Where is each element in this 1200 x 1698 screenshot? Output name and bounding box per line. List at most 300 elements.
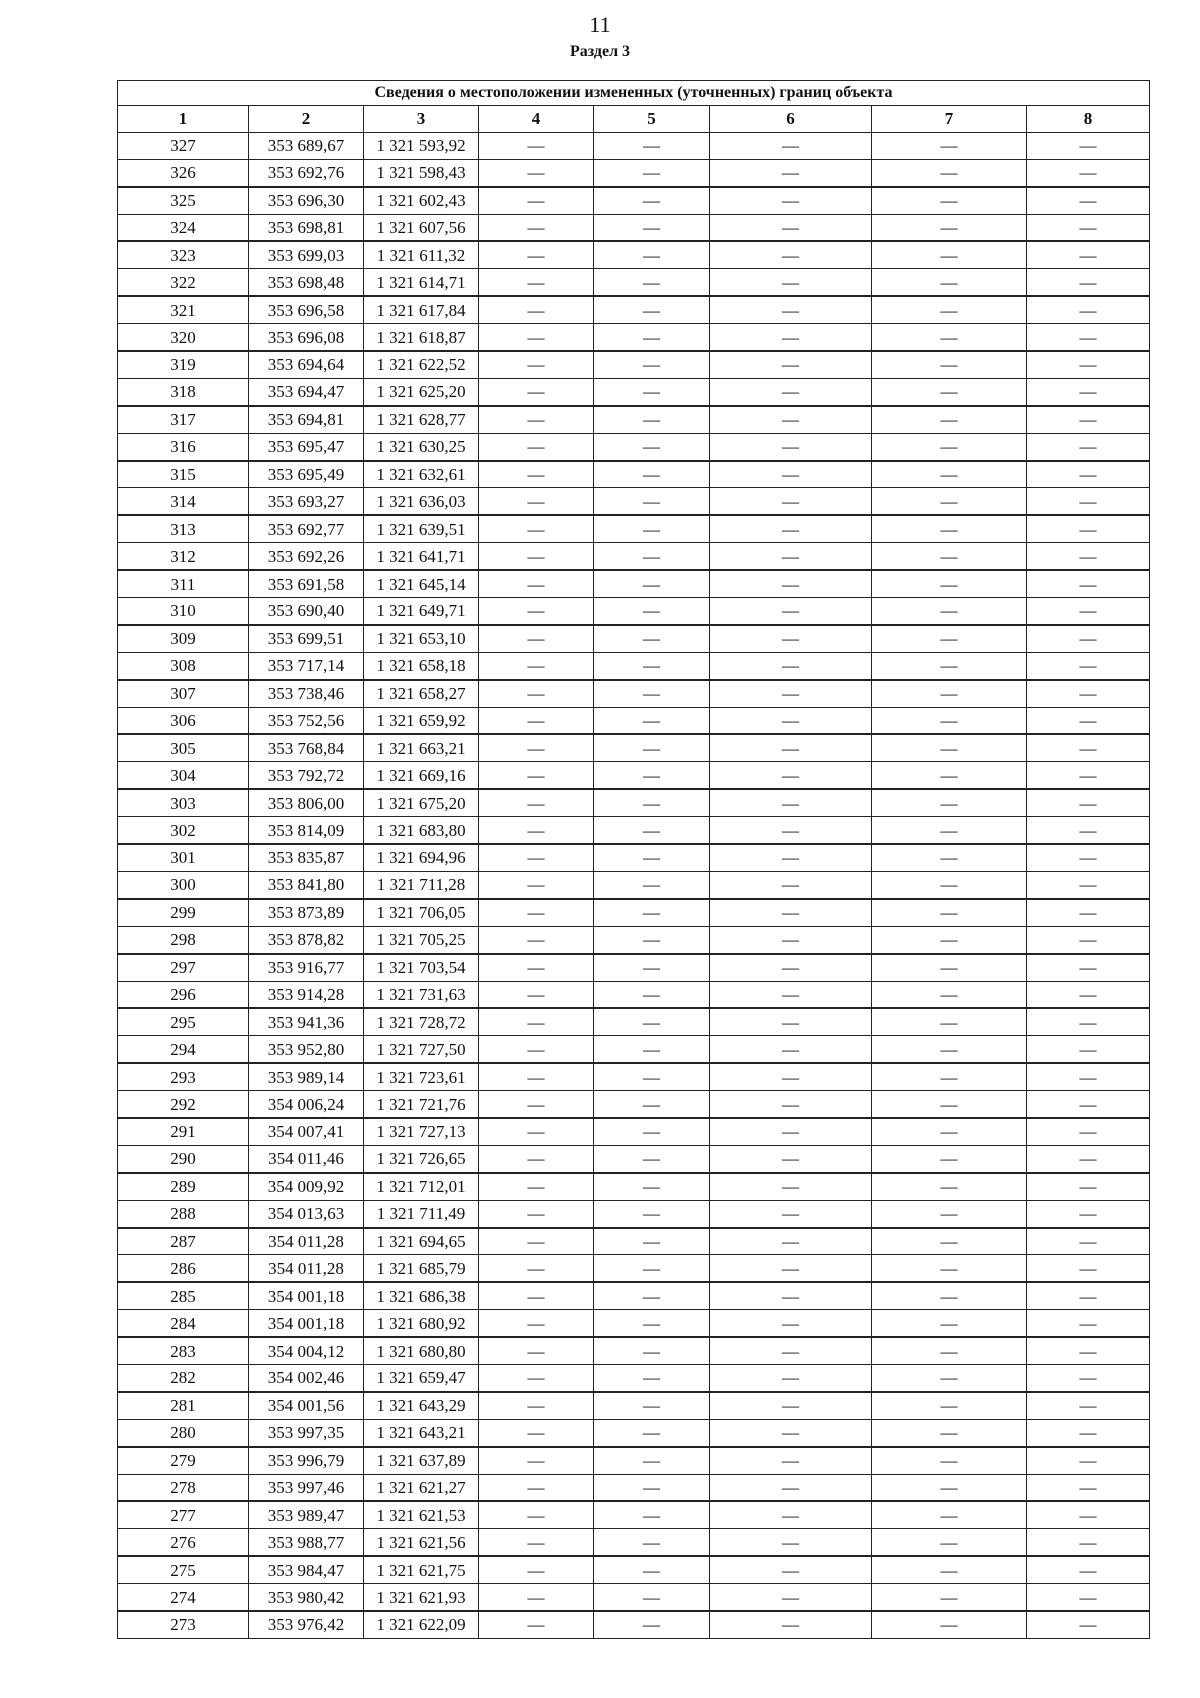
x-coordinate-cell: 353 692,76	[249, 159, 364, 186]
column-header: 7	[872, 106, 1027, 133]
table-row	[118, 1474, 1150, 1501]
empty-value-cell: —	[594, 543, 710, 570]
empty-value-cell: —	[710, 1091, 872, 1118]
empty-value-cell: —	[710, 1282, 872, 1309]
empty-value-cell: —	[479, 1556, 594, 1583]
point-number-cell: 324	[118, 214, 249, 241]
empty-value-cell: —	[710, 433, 872, 460]
empty-value-cell: —	[1027, 598, 1150, 625]
empty-value-cell: —	[872, 1447, 1027, 1474]
empty-value-cell: —	[710, 488, 872, 515]
x-coordinate-cell: 354 001,56	[249, 1392, 364, 1419]
empty-value-cell: —	[1027, 241, 1150, 268]
point-number-cell: 294	[118, 1036, 249, 1063]
empty-value-cell: —	[1027, 570, 1150, 597]
point-number-cell: 312	[118, 543, 249, 570]
table-row	[118, 1392, 1150, 1419]
table-row	[118, 159, 1150, 186]
empty-value-cell: —	[594, 269, 710, 296]
empty-value-cell: —	[479, 1611, 594, 1638]
empty-value-cell: —	[479, 187, 594, 214]
point-number-cell: 284	[118, 1310, 249, 1337]
empty-value-cell: —	[594, 1501, 710, 1528]
x-coordinate-cell: 353 941,36	[249, 1008, 364, 1035]
y-coordinate-cell: 1 321 694,65	[364, 1228, 479, 1255]
empty-value-cell: —	[872, 1200, 1027, 1227]
empty-value-cell: —	[1027, 269, 1150, 296]
x-coordinate-cell: 353 989,14	[249, 1063, 364, 1090]
empty-value-cell: —	[710, 515, 872, 542]
point-number-cell: 287	[118, 1228, 249, 1255]
empty-value-cell: —	[872, 214, 1027, 241]
x-coordinate-cell: 353 873,89	[249, 899, 364, 926]
empty-value-cell: —	[479, 1584, 594, 1611]
empty-value-cell: —	[479, 954, 594, 981]
empty-value-cell: —	[479, 1419, 594, 1446]
empty-value-cell: —	[872, 241, 1027, 268]
empty-value-cell: —	[872, 296, 1027, 323]
empty-value-cell: —	[872, 734, 1027, 761]
x-coordinate-cell: 353 698,48	[249, 269, 364, 296]
table-row	[118, 433, 1150, 460]
column-header: 2	[249, 106, 364, 133]
empty-value-cell: —	[872, 789, 1027, 816]
empty-value-cell: —	[594, 1611, 710, 1638]
point-number-cell: 311	[118, 570, 249, 597]
point-number-cell: 299	[118, 899, 249, 926]
table-row	[118, 1145, 1150, 1172]
empty-value-cell: —	[594, 762, 710, 789]
empty-value-cell: —	[594, 1200, 710, 1227]
empty-value-cell: —	[872, 1091, 1027, 1118]
y-coordinate-cell: 1 321 617,84	[364, 296, 479, 323]
empty-value-cell: —	[1027, 296, 1150, 323]
empty-value-cell: —	[594, 433, 710, 460]
empty-value-cell: —	[594, 871, 710, 898]
empty-value-cell: —	[594, 1063, 710, 1090]
y-coordinate-cell: 1 321 621,75	[364, 1556, 479, 1583]
empty-value-cell: —	[710, 652, 872, 679]
point-number-cell: 289	[118, 1173, 249, 1200]
empty-value-cell: —	[479, 844, 594, 871]
empty-value-cell: —	[710, 159, 872, 186]
empty-value-cell: —	[872, 269, 1027, 296]
empty-value-cell: —	[1027, 1063, 1150, 1090]
empty-value-cell: —	[479, 598, 594, 625]
x-coordinate-cell: 353 996,79	[249, 1447, 364, 1474]
x-coordinate-cell: 353 988,77	[249, 1529, 364, 1556]
point-number-cell: 277	[118, 1501, 249, 1528]
empty-value-cell: —	[1027, 1447, 1150, 1474]
point-number-cell: 273	[118, 1611, 249, 1638]
table-row	[118, 1200, 1150, 1227]
empty-value-cell: —	[1027, 762, 1150, 789]
empty-value-cell: —	[710, 1611, 872, 1638]
empty-value-cell: —	[710, 871, 872, 898]
empty-value-cell: —	[594, 1392, 710, 1419]
empty-value-cell: —	[594, 1337, 710, 1364]
empty-value-cell: —	[594, 1584, 710, 1611]
table-row	[118, 625, 1150, 652]
x-coordinate-cell: 353 989,47	[249, 1501, 364, 1528]
empty-value-cell: —	[479, 351, 594, 378]
table-row	[118, 488, 1150, 515]
x-coordinate-cell: 354 002,46	[249, 1364, 364, 1391]
empty-value-cell: —	[1027, 1392, 1150, 1419]
empty-value-cell: —	[710, 1419, 872, 1446]
y-coordinate-cell: 1 321 614,71	[364, 269, 479, 296]
empty-value-cell: —	[479, 734, 594, 761]
column-header: 3	[364, 106, 479, 133]
x-coordinate-cell: 353 694,47	[249, 378, 364, 405]
empty-value-cell: —	[479, 488, 594, 515]
table-row	[118, 515, 1150, 542]
empty-value-cell: —	[1027, 214, 1150, 241]
empty-value-cell: —	[710, 543, 872, 570]
empty-value-cell: —	[479, 378, 594, 405]
point-number-cell: 301	[118, 844, 249, 871]
empty-value-cell: —	[479, 1364, 594, 1391]
x-coordinate-cell: 354 011,46	[249, 1145, 364, 1172]
table-row	[118, 926, 1150, 953]
empty-value-cell: —	[710, 324, 872, 351]
y-coordinate-cell: 1 321 669,16	[364, 762, 479, 789]
empty-value-cell: —	[479, 132, 594, 159]
empty-value-cell: —	[1027, 406, 1150, 433]
empty-value-cell: —	[872, 981, 1027, 1008]
empty-value-cell: —	[594, 214, 710, 241]
table-row	[118, 1118, 1150, 1145]
table-row	[118, 598, 1150, 625]
empty-value-cell: —	[872, 680, 1027, 707]
empty-value-cell: —	[1027, 625, 1150, 652]
empty-value-cell: —	[872, 433, 1027, 460]
empty-value-cell: —	[872, 926, 1027, 953]
empty-value-cell: —	[1027, 817, 1150, 844]
empty-value-cell: —	[479, 543, 594, 570]
empty-value-cell: —	[594, 1228, 710, 1255]
column-header: 5	[594, 106, 710, 133]
table-row	[118, 269, 1150, 296]
empty-value-cell: —	[479, 1392, 594, 1419]
y-coordinate-cell: 1 321 686,38	[364, 1282, 479, 1309]
point-number-cell: 314	[118, 488, 249, 515]
x-coordinate-cell: 353 878,82	[249, 926, 364, 953]
x-coordinate-cell: 353 806,00	[249, 789, 364, 816]
empty-value-cell: —	[710, 1337, 872, 1364]
empty-value-cell: —	[479, 461, 594, 488]
empty-value-cell: —	[710, 132, 872, 159]
y-coordinate-cell: 1 321 636,03	[364, 488, 479, 515]
empty-value-cell: —	[1027, 488, 1150, 515]
x-coordinate-cell: 353 691,58	[249, 570, 364, 597]
empty-value-cell: —	[872, 515, 1027, 542]
empty-value-cell: —	[872, 899, 1027, 926]
empty-value-cell: —	[710, 981, 872, 1008]
table-row	[118, 762, 1150, 789]
empty-value-cell: —	[479, 926, 594, 953]
empty-value-cell: —	[479, 214, 594, 241]
empty-value-cell: —	[872, 1392, 1027, 1419]
empty-value-cell: —	[594, 570, 710, 597]
y-coordinate-cell: 1 321 630,25	[364, 433, 479, 460]
y-coordinate-cell: 1 321 621,56	[364, 1529, 479, 1556]
point-number-cell: 278	[118, 1474, 249, 1501]
empty-value-cell: —	[479, 1282, 594, 1309]
empty-value-cell: —	[1027, 680, 1150, 707]
x-coordinate-cell: 353 976,42	[249, 1611, 364, 1638]
empty-value-cell: —	[710, 707, 872, 734]
empty-value-cell: —	[710, 1255, 872, 1282]
empty-value-cell: —	[1027, 1501, 1150, 1528]
empty-value-cell: —	[1027, 1419, 1150, 1446]
empty-value-cell: —	[479, 1228, 594, 1255]
empty-value-cell: —	[872, 1228, 1027, 1255]
table-row	[118, 378, 1150, 405]
table-row	[118, 1282, 1150, 1309]
empty-value-cell: —	[710, 1584, 872, 1611]
y-coordinate-cell: 1 321 653,10	[364, 625, 479, 652]
table-row	[118, 844, 1150, 871]
empty-value-cell: —	[594, 1364, 710, 1391]
table-row	[118, 734, 1150, 761]
empty-value-cell: —	[710, 1310, 872, 1337]
x-coordinate-cell: 353 696,58	[249, 296, 364, 323]
table-caption: Сведения о местоположении измененных (уточненных) границ объекта	[118, 81, 1150, 106]
y-coordinate-cell: 1 321 632,61	[364, 461, 479, 488]
empty-value-cell: —	[594, 1036, 710, 1063]
y-coordinate-cell: 1 321 727,50	[364, 1036, 479, 1063]
y-coordinate-cell: 1 321 618,87	[364, 324, 479, 351]
point-number-cell: 323	[118, 241, 249, 268]
point-number-cell: 290	[118, 1145, 249, 1172]
empty-value-cell: —	[479, 1337, 594, 1364]
table-row	[118, 1173, 1150, 1200]
x-coordinate-cell: 353 916,77	[249, 954, 364, 981]
x-coordinate-cell: 354 007,41	[249, 1118, 364, 1145]
empty-value-cell: —	[872, 598, 1027, 625]
table-row	[118, 296, 1150, 323]
point-number-cell: 279	[118, 1447, 249, 1474]
empty-value-cell: —	[479, 762, 594, 789]
empty-value-cell: —	[594, 707, 710, 734]
empty-value-cell: —	[872, 817, 1027, 844]
empty-value-cell: —	[479, 1145, 594, 1172]
empty-value-cell: —	[479, 1008, 594, 1035]
column-header: 8	[1027, 106, 1150, 133]
y-coordinate-cell: 1 321 727,13	[364, 1118, 479, 1145]
empty-value-cell: —	[479, 652, 594, 679]
point-number-cell: 291	[118, 1118, 249, 1145]
empty-value-cell: —	[872, 1145, 1027, 1172]
point-number-cell: 326	[118, 159, 249, 186]
empty-value-cell: —	[872, 1255, 1027, 1282]
empty-value-cell: —	[710, 1063, 872, 1090]
empty-value-cell: —	[594, 1447, 710, 1474]
empty-value-cell: —	[872, 461, 1027, 488]
table-row	[118, 187, 1150, 214]
empty-value-cell: —	[872, 159, 1027, 186]
empty-value-cell: —	[872, 1556, 1027, 1583]
x-coordinate-cell: 353 841,80	[249, 871, 364, 898]
empty-value-cell: —	[1027, 1118, 1150, 1145]
table-row	[118, 406, 1150, 433]
empty-value-cell: —	[479, 1173, 594, 1200]
empty-value-cell: —	[594, 652, 710, 679]
point-number-cell: 308	[118, 652, 249, 679]
point-number-cell: 285	[118, 1282, 249, 1309]
empty-value-cell: —	[479, 433, 594, 460]
empty-value-cell: —	[594, 241, 710, 268]
empty-value-cell: —	[479, 680, 594, 707]
column-header: 1	[118, 106, 249, 133]
y-coordinate-cell: 1 321 621,53	[364, 1501, 479, 1528]
empty-value-cell: —	[1027, 1036, 1150, 1063]
empty-value-cell: —	[710, 461, 872, 488]
empty-value-cell: —	[594, 378, 710, 405]
empty-value-cell: —	[710, 817, 872, 844]
y-coordinate-cell: 1 321 598,43	[364, 159, 479, 186]
table-row	[118, 1584, 1150, 1611]
x-coordinate-cell: 354 001,18	[249, 1282, 364, 1309]
point-number-cell: 275	[118, 1556, 249, 1583]
point-number-cell: 280	[118, 1419, 249, 1446]
empty-value-cell: —	[1027, 378, 1150, 405]
x-coordinate-cell: 353 717,14	[249, 652, 364, 679]
y-coordinate-cell: 1 321 659,92	[364, 707, 479, 734]
point-number-cell: 316	[118, 433, 249, 460]
empty-value-cell: —	[479, 1447, 594, 1474]
y-coordinate-cell: 1 321 625,20	[364, 378, 479, 405]
y-coordinate-cell: 1 321 683,80	[364, 817, 479, 844]
y-coordinate-cell: 1 321 723,61	[364, 1063, 479, 1090]
empty-value-cell: —	[1027, 844, 1150, 871]
point-number-cell: 309	[118, 625, 249, 652]
point-number-cell: 322	[118, 269, 249, 296]
empty-value-cell: —	[479, 570, 594, 597]
y-coordinate-cell: 1 321 728,72	[364, 1008, 479, 1035]
column-header: 6	[710, 106, 872, 133]
table-row	[118, 1063, 1150, 1090]
empty-value-cell: —	[1027, 515, 1150, 542]
x-coordinate-cell: 353 814,09	[249, 817, 364, 844]
empty-value-cell: —	[1027, 734, 1150, 761]
empty-value-cell: —	[1027, 1529, 1150, 1556]
table-row	[118, 1255, 1150, 1282]
empty-value-cell: —	[710, 1036, 872, 1063]
empty-value-cell: —	[1027, 1474, 1150, 1501]
empty-value-cell: —	[594, 488, 710, 515]
empty-value-cell: —	[710, 954, 872, 981]
x-coordinate-cell: 353 696,30	[249, 187, 364, 214]
point-number-cell: 298	[118, 926, 249, 953]
empty-value-cell: —	[1027, 1255, 1150, 1282]
y-coordinate-cell: 1 321 680,92	[364, 1310, 479, 1337]
x-coordinate-cell: 354 013,63	[249, 1200, 364, 1227]
empty-value-cell: —	[594, 625, 710, 652]
point-number-cell: 292	[118, 1091, 249, 1118]
empty-value-cell: —	[1027, 981, 1150, 1008]
empty-value-cell: —	[1027, 1364, 1150, 1391]
empty-value-cell: —	[1027, 187, 1150, 214]
point-number-cell: 293	[118, 1063, 249, 1090]
y-coordinate-cell: 1 321 622,09	[364, 1611, 479, 1638]
empty-value-cell: —	[479, 324, 594, 351]
empty-value-cell: —	[479, 981, 594, 1008]
table-row	[118, 132, 1150, 159]
point-number-cell: 320	[118, 324, 249, 351]
empty-value-cell: —	[594, 406, 710, 433]
empty-value-cell: —	[479, 817, 594, 844]
y-coordinate-cell: 1 321 637,89	[364, 1447, 479, 1474]
empty-value-cell: —	[594, 1310, 710, 1337]
empty-value-cell: —	[594, 132, 710, 159]
empty-value-cell: —	[1027, 926, 1150, 953]
point-number-cell: 300	[118, 871, 249, 898]
empty-value-cell: —	[479, 1529, 594, 1556]
empty-value-cell: —	[1027, 899, 1150, 926]
table-row	[118, 1364, 1150, 1391]
empty-value-cell: —	[1027, 1091, 1150, 1118]
empty-value-cell: —	[479, 789, 594, 816]
point-number-cell: 288	[118, 1200, 249, 1227]
empty-value-cell: —	[872, 1611, 1027, 1638]
empty-value-cell: —	[479, 1310, 594, 1337]
empty-value-cell: —	[479, 1501, 594, 1528]
empty-value-cell: —	[872, 570, 1027, 597]
y-coordinate-cell: 1 321 721,76	[364, 1091, 479, 1118]
y-coordinate-cell: 1 321 726,65	[364, 1145, 479, 1172]
y-coordinate-cell: 1 321 593,92	[364, 132, 479, 159]
empty-value-cell: —	[479, 159, 594, 186]
boundary-coordinates-table	[117, 80, 1150, 1639]
x-coordinate-cell: 353 835,87	[249, 844, 364, 871]
x-coordinate-cell: 353 738,46	[249, 680, 364, 707]
empty-value-cell: —	[1027, 324, 1150, 351]
empty-value-cell: —	[710, 625, 872, 652]
table-row	[118, 1008, 1150, 1035]
x-coordinate-cell: 354 009,92	[249, 1173, 364, 1200]
y-coordinate-cell: 1 321 706,05	[364, 899, 479, 926]
empty-value-cell: —	[1027, 954, 1150, 981]
table-row	[118, 1419, 1150, 1446]
x-coordinate-cell: 353 952,80	[249, 1036, 364, 1063]
empty-value-cell: —	[594, 187, 710, 214]
empty-value-cell: —	[1027, 1310, 1150, 1337]
point-number-cell: 274	[118, 1584, 249, 1611]
empty-value-cell: —	[1027, 652, 1150, 679]
x-coordinate-cell: 354 006,24	[249, 1091, 364, 1118]
y-coordinate-cell: 1 321 649,71	[364, 598, 479, 625]
y-coordinate-cell: 1 321 602,43	[364, 187, 479, 214]
empty-value-cell: —	[710, 1474, 872, 1501]
empty-value-cell: —	[710, 1529, 872, 1556]
table-row	[118, 680, 1150, 707]
point-number-cell: 302	[118, 817, 249, 844]
table-row	[118, 570, 1150, 597]
empty-value-cell: —	[479, 296, 594, 323]
empty-value-cell: —	[1027, 1611, 1150, 1638]
empty-value-cell: —	[872, 543, 1027, 570]
point-number-cell: 306	[118, 707, 249, 734]
empty-value-cell: —	[710, 214, 872, 241]
empty-value-cell: —	[594, 1145, 710, 1172]
empty-value-cell: —	[872, 625, 1027, 652]
empty-value-cell: —	[710, 378, 872, 405]
point-number-cell: 281	[118, 1392, 249, 1419]
x-coordinate-cell: 354 011,28	[249, 1228, 364, 1255]
point-number-cell: 307	[118, 680, 249, 707]
